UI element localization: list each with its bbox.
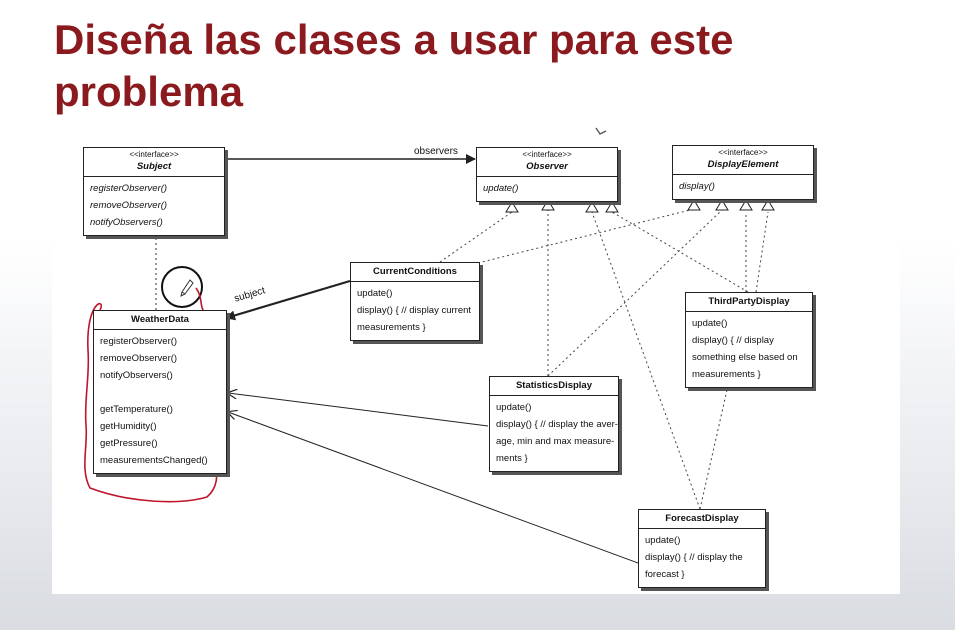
- forecast-display-name: ForecastDisplay: [665, 513, 739, 524]
- weather-data-method: getHumidity(): [100, 421, 157, 432]
- edge-currentconditions-displayelement: [478, 209, 694, 263]
- third-party-display-method: something else based on: [692, 352, 798, 363]
- observers-label: observers: [414, 146, 458, 157]
- subject-method: notifyObservers(): [90, 217, 163, 228]
- realization-head-displayelement-1: [688, 200, 700, 210]
- edge-currentconditions-observer: [440, 212, 512, 262]
- annotation-circle: [162, 267, 202, 307]
- subject-method: registerObserver(): [90, 183, 168, 194]
- forecast-display-method: display() { // display the: [645, 552, 743, 563]
- edge-statistics-weatherdata: [228, 393, 488, 426]
- statistics-display-method: update(): [496, 402, 532, 413]
- class-third-party-display[interactable]: [685, 292, 813, 388]
- realization-head-observer-4: [606, 202, 618, 212]
- edge-forecast-displayelement: [700, 390, 727, 509]
- third-party-display-name: ThirdPartyDisplay: [708, 296, 790, 307]
- subject-method: removeObserver(): [90, 200, 168, 211]
- observer-name: Observer: [526, 161, 568, 172]
- realization-head-displayelement-2: [716, 200, 728, 210]
- statistics-display-method: ments }: [496, 453, 528, 464]
- class-statistics-display[interactable]: [489, 376, 619, 472]
- current-conditions-name: CurrentConditions: [373, 266, 457, 277]
- weather-data-method: registerObserver(): [100, 336, 178, 347]
- class-weather-data[interactable]: [93, 310, 227, 474]
- observer-method: update(): [483, 183, 519, 194]
- edge-thirdparty-observer: [612, 212, 748, 292]
- statistics-display-name: StatisticsDisplay: [515, 380, 593, 391]
- weather-data-spacer: [100, 384, 220, 401]
- weather-data-method: notifyObservers(): [100, 370, 173, 381]
- pen-icon: [181, 280, 193, 296]
- realization-head-observer-1: [506, 202, 518, 212]
- current-conditions-method: display() { // display current: [357, 305, 472, 316]
- class-observer[interactable]: [476, 147, 618, 202]
- display-element-stereotype: <<interface>>: [718, 148, 768, 157]
- edge-thirdparty-displayelement-b: [756, 212, 768, 292]
- slide-title: Diseña las clases a usar para este problema: [54, 16, 734, 115]
- third-party-display-method: update(): [692, 318, 728, 329]
- class-display-element[interactable]: [672, 145, 814, 200]
- third-party-display-method: display() { // display: [692, 335, 774, 346]
- statistics-display-method: age, min and max measure-: [496, 436, 615, 447]
- subject-stereotype: <<interface>>: [129, 150, 179, 159]
- weather-data-method: removeObserver(): [100, 353, 178, 364]
- current-conditions-method: measurements }: [357, 322, 426, 333]
- weather-data-method: getTemperature(): [100, 404, 173, 415]
- display-element-name: DisplayElement: [707, 159, 779, 170]
- cursor-mark: [596, 128, 606, 134]
- class-forecast-display[interactable]: [638, 509, 766, 588]
- statistics-display-method: display() { // display the aver-: [496, 419, 618, 430]
- subject-name: Subject: [136, 161, 172, 172]
- realization-head-observer-3: [586, 202, 598, 212]
- current-conditions-method: update(): [357, 288, 393, 299]
- class-current-conditions[interactable]: [350, 262, 480, 341]
- realization-head-displayelement-3: [740, 200, 752, 210]
- weather-data-method: getPressure(): [100, 438, 158, 449]
- class-subject[interactable]: [83, 147, 225, 236]
- display-element-method: display(): [679, 181, 715, 192]
- forecast-display-method: forecast }: [645, 569, 685, 580]
- weather-data-method: measurementsChanged(): [100, 455, 208, 466]
- subject-label: subject: [233, 285, 267, 305]
- realization-head-displayelement-4: [762, 200, 774, 210]
- weather-data-name: WeatherData: [131, 314, 189, 325]
- forecast-display-method: update(): [645, 535, 681, 546]
- third-party-display-method: measurements }: [692, 369, 761, 380]
- observer-stereotype: <<interface>>: [522, 150, 572, 159]
